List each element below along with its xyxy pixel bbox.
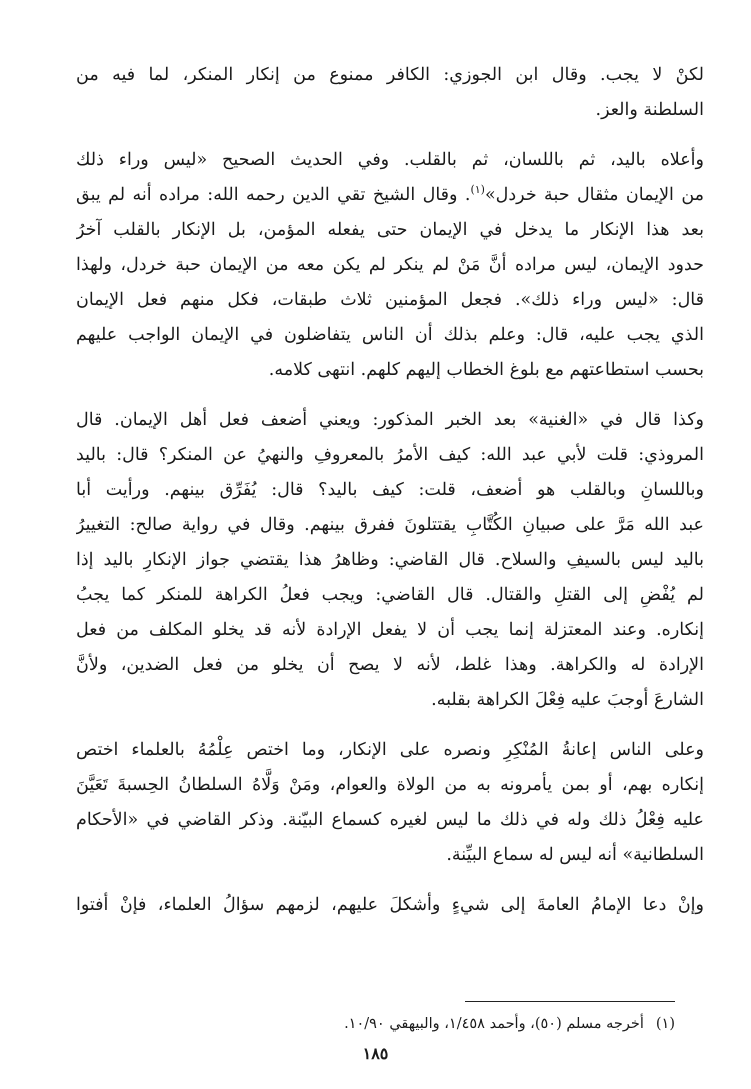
text-line: الإرادة له والكراهة. وهذا غلط، لأنه لا يصح أن يخلو من فعل الضدين، ولأنَّ: [76, 655, 704, 675]
text-line: لم يُفْضِ إلى القتلِ والقتال. قال القاضي: ويجب فعلُ الكراهة للمنكر كما يجبُ: [76, 585, 704, 605]
text-line: بعد هذا الإنكار ما يدخل في الإيمان حتى يفعله المؤمن، بل الإنكار بالقلب آخرُ: [76, 220, 704, 240]
text-line: السلطنة والعز.: [595, 100, 704, 120]
text-line: إنكاره بهم، أو بمن يأمرونه به من الولاة والعوام، ومَنْ وَلَّاهُ السلطانُ الحِسبةَ تَعَيَّنَ: [76, 775, 704, 795]
paragraph-gap: [76, 718, 704, 733]
page-number: ١٨٥: [362, 1044, 389, 1063]
text-segment: . وقال الشيخ تقي الدين رحمه الله: مراده أنه لم يبق: [76, 185, 471, 205]
paragraph-4: [76, 733, 704, 873]
paragraph-1: [76, 58, 704, 128]
text-line: السلطانية» أنه ليس له سماع البيِّنة.: [446, 845, 704, 865]
text-line: بحسب استطاعتهم مع بلوغ الخطاب إليهم كلهم. انتهى كلامه.: [268, 360, 704, 380]
footnote-divider: [465, 1001, 675, 1002]
text-segment: من الإيمان مثقال حبة خردل»: [484, 185, 704, 205]
paragraph-5: [76, 888, 704, 923]
paragraph-gap: [76, 873, 704, 888]
text-line: قال: «ليس وراء ذلك». فجعل المؤمنين ثلاث طبقات، فكل منهم فعل الإيمان: [76, 290, 704, 310]
text-line: وأعلاه باليد، ثم باللسان، ثم بالقلب. وفي الحديث الصحيح «ليس وراء ذلك: [76, 150, 704, 170]
text-line: وكذا قال في «الغنية» بعد الخبر المذكور: ويعني أضعف فعل أهل الإيمان. قال: [76, 410, 704, 430]
text-line: إنكاره. وعند المعتزلة إنما يجب أن لا يفعل الإرادة لأنه قد يخلو المكلف من فعل: [76, 620, 704, 640]
paragraph-3: [76, 403, 704, 718]
footnote-text: أخرجه مسلم (٥٠)، وأحمد ١/٤٥٨، والبيهقي ١٠/٩٠.: [344, 1016, 644, 1032]
text-line: المروذي: قلت لأبي عبد الله: كيف الأمرُ بالمعروفِ والنهيُ عن المنكر؟ قال: باليد: [76, 445, 704, 465]
text-line: عليه فِعْلُ ذلك وله في ذلك ما ليس لغيره كسماع البيّنة. وذكر القاضي في «الأحكام: [76, 810, 704, 830]
text-line: عبد الله مَرَّ على صبيانِ الكُتَّابِ يقتتلونَ ففرق بينهم. وقال في رواية صالح: التغييرُ: [76, 515, 704, 535]
text-line: الذي يجب عليه، قال: وعلم بذلك أن الناس يتفاضلون في الإيمان الواجب عليهم: [76, 325, 704, 345]
page-body: [76, 58, 704, 923]
paragraph-gap: [76, 128, 704, 143]
text-line: وباللسانِ وبالقلب هو أضعف، قلت: كيف باليد؟ قال: يُفَرِّق بينهم. ورأيت أبا: [76, 480, 704, 500]
text-line: لكنْ لا يجب. وقال ابن الجوزي: الكافر ممنوع من إنكار المنكر، لما فيه من: [76, 65, 704, 85]
footnote-mark: (١): [655, 1016, 675, 1032]
footnote-reference[interactable]: (١): [470, 183, 485, 197]
text-line: باليد ليس بالسيفِ والسلاح. قال القاضي: وظاهرُ هذا يقتضي جواز الإنكارِ باليد إذا: [76, 550, 704, 570]
paragraph-gap: [76, 388, 704, 403]
text-line-with-note: [76, 178, 704, 213]
text-line: وعلى الناس إعانةُ المُنْكِرِ ونصره على الإنكار، وما اختص عِلْمُهُ بالعلماء اختص: [76, 740, 704, 760]
text-line: الشارعَ أوجبَ عليه فِعْلَ الكراهة بقلبه.: [431, 690, 704, 710]
paragraph-2: [76, 143, 704, 388]
text-line: وإنْ دعا الإمامُ العامةَ إلى شيءٍ وأشكلَ عليهم، لزمهم سؤالُ العلماء، فإنْ أفتوا: [76, 895, 704, 915]
text-line: حدود الإيمان، ليس مراده أنَّ مَنْ لم ينكر لم يكن معه من الإيمان حبة خردل، ولهذا: [76, 255, 704, 275]
footnote: [47, 1012, 675, 1036]
